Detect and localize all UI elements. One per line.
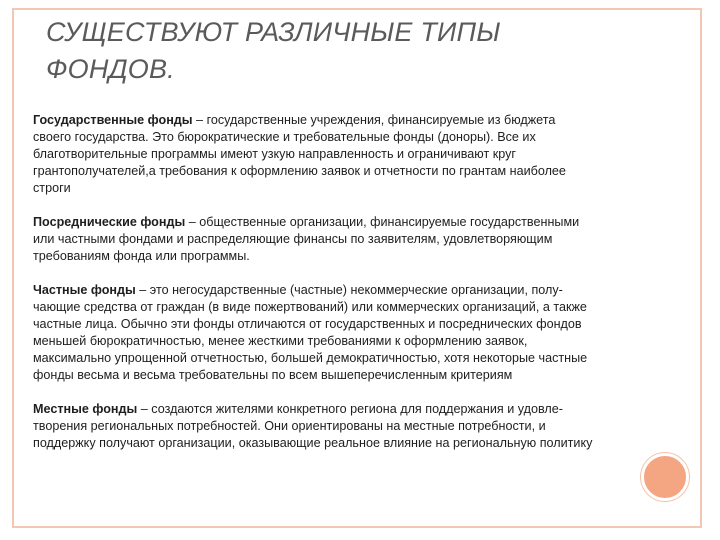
paragraph-line: творения региональных потребностей. Они ориентированы на местные потребности, и bbox=[33, 419, 546, 433]
paragraph-line: меньшей бюрократичностью, менее жесткими требованиями к оформлению заявок, bbox=[33, 334, 528, 348]
paragraph-line: – государственные учреждения, финансируемые из бюджета bbox=[192, 113, 556, 127]
paragraph-local-funds bbox=[33, 401, 663, 452]
term-intermediary-funds: Посреднические фонды bbox=[33, 215, 186, 229]
paragraph-line: благотворительные программы имеют узкую направленность и ограничивают круг bbox=[33, 147, 516, 161]
term-state-funds: Государственные фонды bbox=[33, 113, 193, 127]
paragraph-line: грантополучателей,а требования к оформлению заявок и отчетности по грантам наиболее bbox=[33, 164, 566, 178]
title-line-1: СУЩЕСТВУЮТ РАЗЛИЧНЫЕ ТИПЫ bbox=[46, 17, 501, 47]
decorative-circle bbox=[641, 453, 689, 501]
slide-body bbox=[33, 112, 663, 469]
paragraph-line: своего государства. Это бюрократические и требовательные фонды (доноры). Все их bbox=[33, 130, 536, 144]
slide-title bbox=[46, 14, 606, 88]
paragraph-line: чающие средства от граждан (в виде пожертвований) или коммерческих организаций, а также bbox=[33, 300, 587, 314]
paragraph-line: – общественные организации, финансируемые государственными bbox=[185, 215, 580, 229]
paragraph-line: – создаются жителями конкретного региона для поддержания и удовле- bbox=[137, 402, 563, 416]
paragraph-line: – это негосударственные (частные) некоммерческие организации, полу- bbox=[135, 283, 563, 297]
paragraph-private-funds bbox=[33, 282, 663, 384]
title-line-2: ФОНДОВ. bbox=[46, 54, 175, 84]
paragraph-line: требованиям фонда или программы. bbox=[33, 249, 250, 263]
paragraph-line: поддержку получают организации, оказывающие реальное влияние на региональную политику bbox=[33, 436, 593, 450]
paragraph-line: строги bbox=[33, 181, 71, 195]
paragraph-line: максимально упрощенной отчетностью, большей демократичностью, хотя некоторые частные bbox=[33, 351, 588, 365]
paragraph-intermediary-funds bbox=[33, 214, 663, 265]
term-local-funds: Местные фонды bbox=[33, 402, 138, 416]
paragraph-line: или частными фондами и распределяющие финансы по заявителям, удовлетворяющим bbox=[33, 232, 553, 246]
paragraph-state-funds bbox=[33, 112, 663, 197]
paragraph-line: частные лица. Обычно эти фонды отличаются от государственных и посреднических фондов bbox=[33, 317, 582, 331]
paragraph-line: фонды весьма и весьма требовательны по всем вышеперечисленным критериям bbox=[33, 368, 513, 382]
term-private-funds: Частные фонды bbox=[33, 283, 136, 297]
